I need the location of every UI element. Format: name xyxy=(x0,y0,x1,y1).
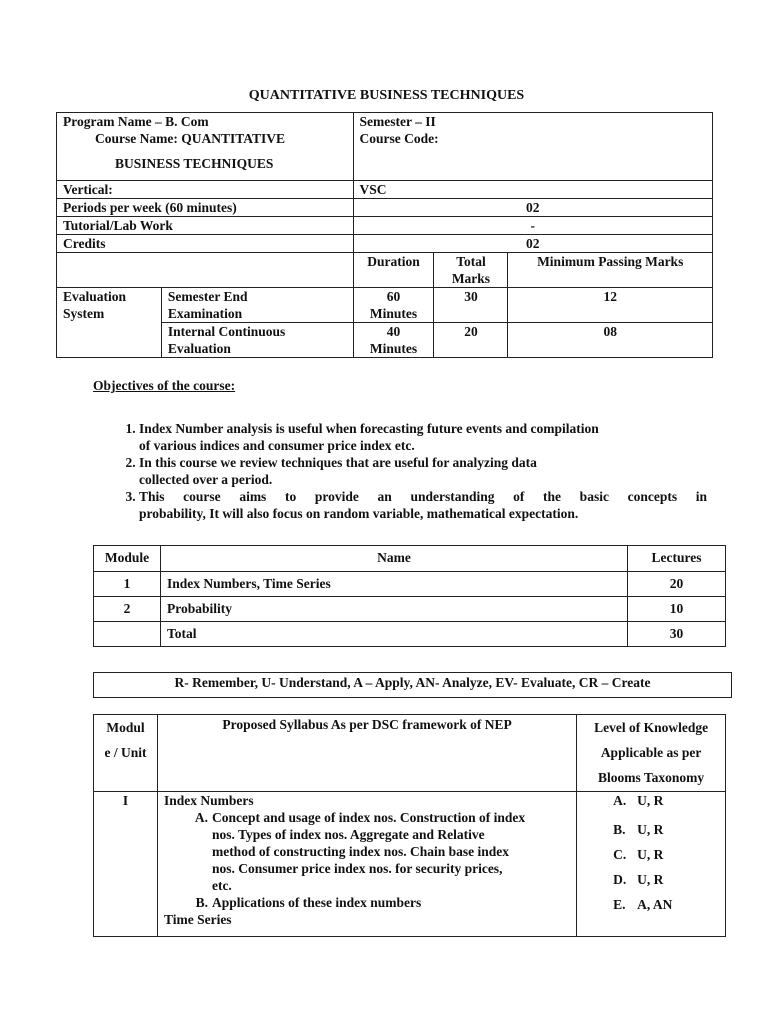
objectives-heading: Objectives of the course: xyxy=(93,378,236,393)
semester-end-cell xyxy=(161,288,353,323)
level-letter: E. xyxy=(613,897,626,912)
internal-eval-line1: Internal Continuous xyxy=(167,324,286,339)
evaluation-line2: System xyxy=(63,306,105,321)
level-value: U, R xyxy=(637,847,664,862)
level-value: U, R xyxy=(637,872,664,887)
sub-item-letter: B. xyxy=(195,895,208,910)
table-row xyxy=(94,597,726,622)
modules-table xyxy=(93,545,726,647)
level-value: U, R xyxy=(637,822,664,837)
credits-label: Credits xyxy=(57,235,354,253)
table-row xyxy=(94,572,726,597)
internal-eval-cell xyxy=(161,323,353,358)
see-duration xyxy=(353,288,434,323)
sub-item-line: nos. Consumer price index nos. for security prices, xyxy=(211,861,503,876)
program-details-table xyxy=(56,112,713,358)
vertical-label: Vertical: xyxy=(57,181,354,199)
sub-item-letter: A. xyxy=(194,810,208,825)
objective-item xyxy=(139,454,707,488)
evaluation-line1: Evaluation xyxy=(63,289,127,304)
table-row xyxy=(57,288,713,323)
min-passing-header: Minimum Passing Marks xyxy=(508,253,713,288)
objective-line1: Index Number analysis is useful when forecasting future events and compilation xyxy=(139,421,599,436)
course-name-line2: BUSINESS TECHNIQUES xyxy=(115,156,274,171)
ice-duration-line2: Minutes xyxy=(369,341,418,356)
level-header xyxy=(577,715,726,792)
objectives-list xyxy=(108,420,707,522)
module-number: 2 xyxy=(94,597,161,622)
sub-item-text xyxy=(212,809,525,894)
evaluation-system-cell xyxy=(57,288,162,358)
module-lectures: 10 xyxy=(628,597,726,622)
module-lectures: 20 xyxy=(628,572,726,597)
ice-total-marks: 20 xyxy=(434,323,508,358)
course-name-cell xyxy=(57,130,354,181)
sub-item-line: nos. Types of index nos. Aggregate and Relative xyxy=(211,827,485,842)
name-header: Name xyxy=(160,546,627,572)
total-lectures: 30 xyxy=(628,622,726,647)
periods-label: Periods per week (60 minutes) xyxy=(57,199,354,217)
objective-line2: of various indices and consumer price index etc. xyxy=(139,438,415,453)
syllabus-content xyxy=(157,792,576,937)
module-number: 1 xyxy=(94,572,161,597)
table-row xyxy=(57,181,713,199)
blooms-legend: R- Remember, U- Understand, A – Apply, AN- Analyze, EV- Evaluate, CR – Create xyxy=(93,672,732,698)
sub-item-line: Concept and usage of index nos. Construction of index xyxy=(211,810,526,825)
module-name: Index Numbers, Time Series xyxy=(160,572,627,597)
objective-line1: 3. This course aims to provide an understanding of the basic concepts in xyxy=(139,489,707,504)
tutorial-value: - xyxy=(353,217,712,235)
table-row xyxy=(94,792,726,937)
next-section-title: Time Series xyxy=(163,912,232,927)
section-title: Index Numbers xyxy=(163,793,254,808)
level-letter: D. xyxy=(613,872,627,887)
level-item xyxy=(583,842,719,867)
module-number xyxy=(94,622,161,647)
syllabus-header: Proposed Syllabus As per DSC framework of NEP xyxy=(157,715,576,792)
page-title: QUANTITATIVE BUSINESS TECHNIQUES xyxy=(248,88,525,103)
table-row xyxy=(94,622,726,647)
level-item xyxy=(583,792,719,817)
table-row xyxy=(94,715,726,792)
sub-item-line: method of constructing index nos. Chain base index xyxy=(211,844,509,859)
level-header-line2: Applicable as per xyxy=(600,745,702,760)
module-header: Module xyxy=(94,546,161,572)
semester-end-line1: Semester End xyxy=(167,289,248,304)
total-label: Total xyxy=(160,622,627,647)
course-code-cell: Course Code: xyxy=(353,130,712,181)
see-total-marks: 30 xyxy=(434,288,508,323)
ice-duration-line1: 40 xyxy=(386,324,401,339)
see-duration-line1: 60 xyxy=(386,289,401,304)
table-row xyxy=(57,253,713,288)
module-name: Probability xyxy=(160,597,627,622)
syllabus-table xyxy=(93,714,726,937)
table-row xyxy=(94,546,726,572)
level-item xyxy=(583,892,719,917)
ice-min-marks: 08 xyxy=(508,323,713,358)
table-row xyxy=(57,130,713,181)
total-marks-header-line1: Total xyxy=(456,254,486,269)
see-min-marks: 12 xyxy=(508,288,713,323)
level-item xyxy=(583,867,719,892)
table-row xyxy=(57,199,713,217)
periods-value: 02 xyxy=(353,199,712,217)
objective-line1: In this course we review techniques that are useful for analyzing data xyxy=(139,455,537,470)
sub-item-b xyxy=(164,894,570,911)
table-row xyxy=(57,217,713,235)
table-row xyxy=(57,235,713,253)
level-list xyxy=(577,792,726,937)
table-row xyxy=(57,113,713,131)
program-name-cell: Program Name – B. Com xyxy=(57,113,354,131)
level-header-line1: Level of Knowledge xyxy=(594,720,709,735)
level-item xyxy=(583,817,719,842)
sub-item-line: etc. xyxy=(211,878,232,893)
semester-cell: Semester – II xyxy=(353,113,712,131)
level-letter: B. xyxy=(613,822,626,837)
objective-line2: probability, It will also focus on random variable, mathematical expectation. xyxy=(139,506,579,521)
empty-cell xyxy=(57,253,354,288)
see-duration-line2: Minutes xyxy=(369,306,418,321)
unit-header xyxy=(94,715,158,792)
semester-end-line2: Examination xyxy=(167,306,243,321)
course-name-line1: Course Name: QUANTITATIVE xyxy=(95,131,285,146)
total-marks-header xyxy=(434,253,508,288)
total-marks-header-line2: Marks xyxy=(451,271,491,286)
unit-number: I xyxy=(94,792,158,937)
lectures-header: Lectures xyxy=(628,546,726,572)
level-letter: A. xyxy=(613,793,627,808)
level-header-line3: Blooms Taxonomy xyxy=(598,770,705,785)
duration-header: Duration xyxy=(353,253,434,288)
unit-header-line2: e / Unit xyxy=(104,745,147,760)
unit-header-line1: Modul xyxy=(106,720,145,735)
objective-item xyxy=(139,488,707,522)
level-value: A, AN xyxy=(637,897,673,912)
level-value: U, R xyxy=(637,793,664,808)
vertical-value: VSC xyxy=(353,181,712,199)
sub-item-text: Applications of these index numbers xyxy=(211,895,422,910)
tutorial-label: Tutorial/Lab Work xyxy=(57,217,354,235)
level-letter: C. xyxy=(613,847,627,862)
ice-duration xyxy=(353,323,434,358)
objective-line2: collected over a period. xyxy=(139,472,273,487)
credits-value: 02 xyxy=(353,235,712,253)
internal-eval-line2: Evaluation xyxy=(167,341,231,356)
objective-item xyxy=(139,420,707,454)
sub-item-a xyxy=(164,809,570,894)
